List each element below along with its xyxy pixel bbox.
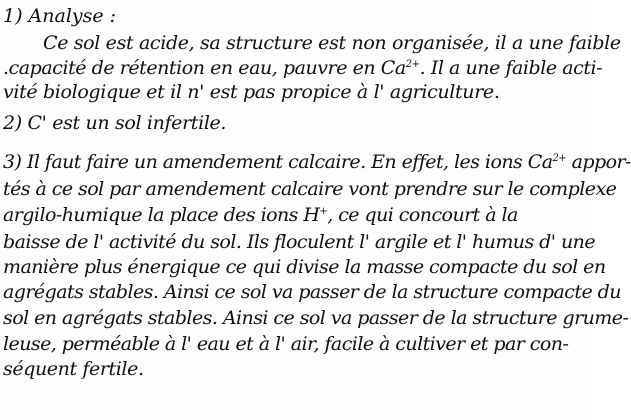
text-line: vité biologique et il n' est pas propice à l' agriculture. <box>3 81 500 103</box>
superscript-charge: 2+ <box>552 153 567 164</box>
superscript-charge: 2+ <box>405 59 420 70</box>
text-line: baisse de l' activité du sol. Ils floculent l' argile et l' humus d' une <box>3 231 596 253</box>
text-line: séquent fertile. <box>3 358 144 380</box>
text-fragment: 3) Il faut faire un amendement calcaire. En effet, les ions Ca <box>3 151 553 173</box>
text-fragment: appor- <box>566 151 631 173</box>
answer-2: 2) C' est un sol infertile. <box>3 112 227 134</box>
text-line: tés à ce sol par amendement calcaire vont prendre sur le complexe <box>3 178 617 200</box>
text-fragment: , ce qui concourt à la <box>327 204 518 226</box>
superscript-charge: + <box>319 206 328 217</box>
text-fragment: . Il a une faible acti- <box>419 57 603 79</box>
text-line: Ce sol est acide, sa structure est non organisée, il a une faible <box>43 32 621 54</box>
text-fragment: .capacité de rétention en eau, pauvre en Ca <box>3 57 406 79</box>
text-fragment: argilo-humique la place des ions H <box>3 204 320 226</box>
text-line <box>3 58 602 82</box>
text-line: agrégats stables. Ainsi ce sol va passer de la structure compacte du <box>3 281 621 303</box>
text-line: sol en agrégats stables. Ainsi ce sol va passer de la structure grume- <box>3 307 629 329</box>
heading-analyse: 1) Analyse : <box>3 5 117 27</box>
answer-3-start <box>3 152 631 176</box>
text-line: leuse, perméable à l' eau et à l' air, facile à cultiver et par con- <box>3 333 569 355</box>
text-line: manière plus énergique ce qui divise la masse compacte du sol en <box>3 256 606 278</box>
text-line <box>3 205 518 229</box>
